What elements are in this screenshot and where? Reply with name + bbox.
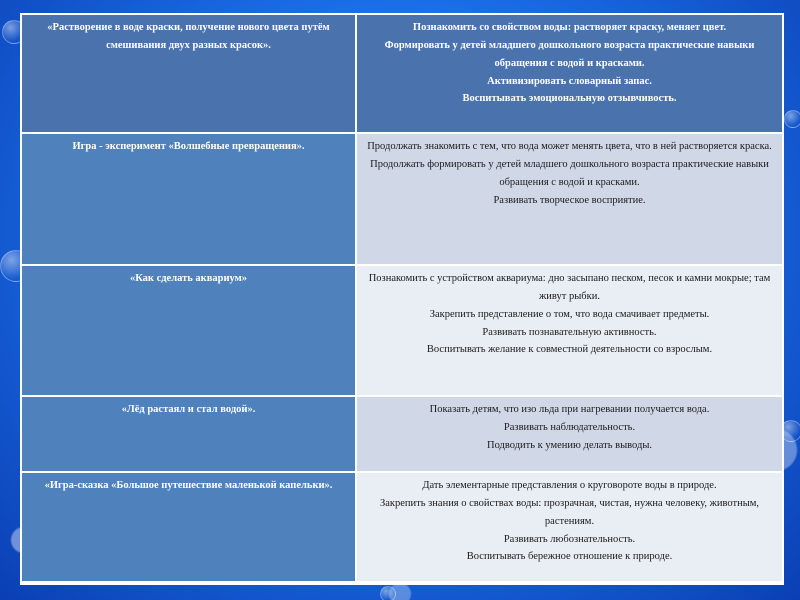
activity-cell [22, 396, 356, 472]
goal-line: Продолжать знакомить с тем, что вода может менять цвета, что в ней растворяется краска. [367, 141, 772, 152]
activity-cell [22, 133, 356, 265]
goal-line: Продолжать формировать у детей младшего дошкольного возраста практические навыки обращения с водой и красками. [370, 158, 769, 188]
goal-line: Воспитывать бережное отношение к природе. [466, 551, 673, 563]
table-row [22, 133, 782, 265]
lesson-plan-table [22, 15, 782, 583]
goal-line: Воспитывать желание к совместной деятельности со взрослым. [426, 344, 713, 356]
goal-line: Познакомить с устройством аквариума: дно засыпано песком, песок и камни мокрые; там живут рыбки. [368, 273, 771, 302]
goal-line: Дать элементарные представления о круговороте воды в природе. [422, 480, 717, 491]
goals-cell [356, 396, 782, 472]
goal-line: Развивать любознательность. [503, 533, 636, 545]
goals-cell [356, 472, 782, 582]
activity-title: «Игра-сказка «Большое путешествие маленькой капельки». [44, 480, 333, 491]
goals-cell [356, 15, 782, 133]
goal-line: Закрепить представление о том, что вода смачивает предметы. [429, 308, 710, 320]
goals-cell [356, 133, 782, 265]
goal-line: Развивать творческое восприятие. [493, 194, 646, 206]
table-row [22, 396, 782, 472]
goal-line: Развивать познавательную активность. [482, 326, 657, 338]
activity-cell [22, 15, 356, 133]
activity-title: Игра - эксперимент «Волшебные превращения». [72, 141, 305, 152]
goal-line: Активизировать словарный запас. [487, 75, 652, 87]
table-row [22, 15, 782, 133]
decorative-bubble [380, 586, 396, 600]
goal-line: Подводить к умению делать выводы. [486, 439, 653, 451]
goal-line: Развивать наблюдательность. [503, 421, 636, 433]
activity-title: «Растворение в воде краски, получение нового цвета путём смешивания двух разных красок». [47, 22, 330, 51]
activity-cell [22, 472, 356, 582]
goal-line: Формировать у детей младшего дошкольного возраста практические навыки обращения с водой и красками. [384, 39, 755, 69]
activity-title: «Как сделать аквариум» [129, 273, 248, 284]
goal-line: Познакомить со свойством воды: растворяет краску, меняет цвет. [412, 22, 727, 33]
goals-cell [356, 265, 782, 396]
activity-cell [22, 265, 356, 396]
activity-title: «Лёд растаял и стал водой». [121, 404, 256, 415]
table-row [22, 265, 782, 396]
table-row [22, 472, 782, 582]
lesson-plan-table-frame [20, 13, 784, 585]
goal-line: Воспитывать эмоциональную отзывчивость. [462, 93, 677, 105]
goal-line: Закрепить знания о свойствах воды: прозрачная, чистая, нужна человеку, животным, растениям. [379, 497, 760, 527]
decorative-bubble [784, 110, 800, 128]
goal-line: Показать детям, что изо льда при нагревании получается вода. [429, 404, 710, 415]
